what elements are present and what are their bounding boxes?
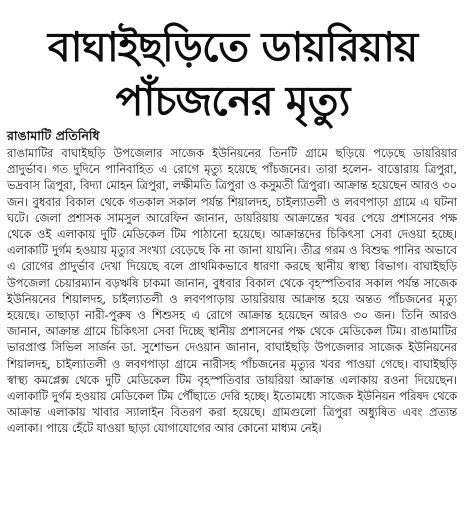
headline-line-1: বাঘাইছড়িতে ডায়রিয়ায় <box>47 23 418 71</box>
headline <box>0 0 465 128</box>
article-body: রাঙামাটির বাঘাইছড়ি উপজেলার সাজেক ইউনিয়নের তিনটি গ্রামে ছড়িয়ে পড়েছে ডায়রিয়ার প্রাদুর্ভাব। গত দুদিনে পানিবাহিত এ রোগে মৃত্যু হয়েছে পাঁচজনের। তারা হলেন- বাত্তোরায় ত্রিপুরা, ভদ্রবাস ত্রিপুরা, বিদ্যা মোহন ত্রিপুরা, লক্ষীমতি ত্রিপুরা ও কসুমতী ত্রিপুরা। আক্রান্ত হয়েছেন আরও ৩০ জন। বুধবার বিকাল থেকে গতকাল সকাল পর্যন্ত শিয়ালদহ, চাইল্যাতলী ও লবণপাড়া গ্রামে এ ঘটনা ঘটে। জেলা প্রশাসক সামসুল আরেফিন জানান, ডায়রিয়ায় আক্রান্তের খবর পেয়ে প্রশাসনের পক্ষ থেকে ওই এলাকায় দুটি মেডিকেল টিম পাঠানো হয়েছে। আক্রান্তদের চিকিৎসা সেবা দেওয়া হচ্ছে। এলাকাটি দুর্গম হওয়ায় মৃত্যুর সংখ্যা বেড়েছে কি না জানা যায়নি। তীব্র গরম ও বিশুদ্ধ পানির অভাবে এ রোগের প্রাদুর্ভাব দেখা দিয়েছে বলে প্রাথমিকভাবে ধারণা করছে স্থানীয় স্বাস্থ্য বিভাগ। বাঘাইছড়ি উপজেলা চেয়ারম্যান বড়ঋষি চাকমা জানান, বুধবার বিকাল থেকে বৃহস্পতিবার সকাল পর্যন্ত সাজেক ইউনিয়নের শিয়ালদহ, চাইল্যাতলী ও লবণপাড়ায় ডায়রিয়ায় আক্রান্ত হয়ে অন্তত পাঁচজনের মৃত্যু হয়েছে। তাছাড়া নারী-পুরুষ ও শিশুসহ এ রোগে আক্রান্ত হয়েছেন আরও ৩০ জন। তিনি আরও জানান, আক্রান্ত গ্রামে চিকিৎসা সেবা দিচ্ছে স্থানীয় প্রশাসনের পক্ষ থেকে মেডিকেল টিম। রাঙামাটির ভারপ্রাপ্ত সিভিল সার্জন ডা. সুশোভন দেওয়ান জানান, বাঘাইছড়ি উপজেলার সাজেক ইউনিয়নের শিয়ালদহ, চাইল্যাতলী ও লবণপাড়া গ্রামে নারীসহ পাঁচজনের মৃত্যুর খবর পাওয়া গেছে। বাঘাইছড়ি স্বাস্থ্য কমপ্লেক্স থেকে দুটি মেডিকেল টিম বৃহস্পতিবার ডায়রিয়া আক্রান্ত এলাকায় রওনা দিয়েছেন। এলাকাটি দুর্গম হওয়ায় মেডিকেল টিম পৌঁছাতে দেরি হচ্ছে। ইতোমধ্যে সাজেক ইউনিয়ন পরিষদ থেকে আক্রান্ত এলাকায় খাবার স্যালাইন বিতরণ করা হয়েছে। গ্রামগুলো ত্রিপুরা অধ্যুষিত এবং প্রত্যন্ত এলাকা। পায়ে হেঁটে যাওয়া ছাড়া যোগাযোগের আর কোনো মাধ্যম নেই। <box>7 147 457 436</box>
byline: রাঙামাটি প্রতিনিধি <box>7 128 100 143</box>
headline-line-2: পাঁচজনের মৃত্যু <box>115 77 350 125</box>
